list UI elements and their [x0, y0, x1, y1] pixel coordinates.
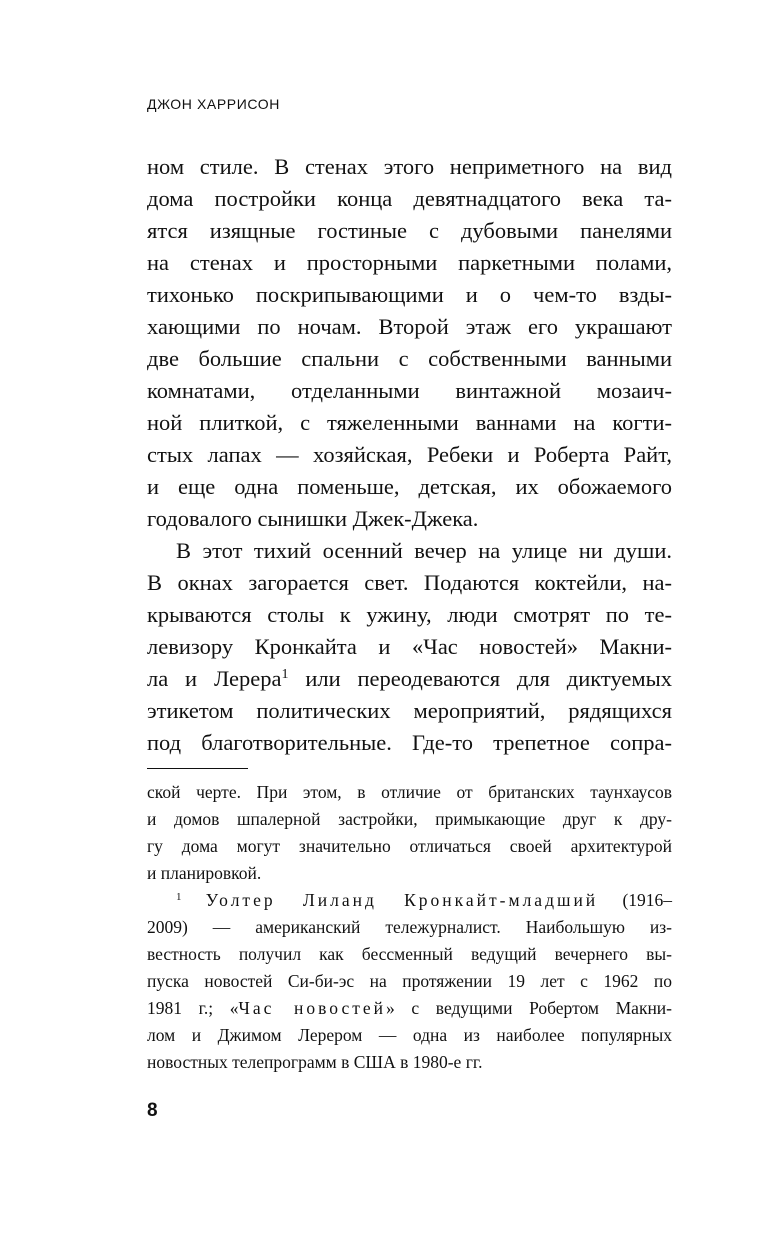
body-line: годовалого сынишки Джек-Джека.: [147, 506, 479, 531]
body-line: [147, 663, 672, 695]
body-line: дома постройки конца девятнадцатого века та-: [147, 186, 672, 211]
footnote-line: гу дома могут значительно отличаться своей архитектурой: [147, 836, 672, 856]
body-line: стых лапах — хозяйская, Ребеки и Роберта Райт,: [147, 442, 672, 467]
footnote-marker: 1: [176, 891, 182, 903]
footnote-line: новостных телепрограмм в США в 1980-е гг.: [147, 1052, 483, 1072]
body-line: этикетом политических мероприятий, рядящихся: [147, 698, 672, 723]
body-line: тихонько поскрипывающими и о чем-то взды-: [147, 282, 672, 307]
footnote-line: лом и Джимом Лерером — одна из наиболее популярных: [147, 1025, 672, 1045]
footnote-reference: 1: [281, 667, 289, 682]
body-line: ном стиле. В стенах этого неприметного на вид: [147, 154, 672, 179]
body-line: и еще одна поменьше, детская, их обожаемого: [147, 474, 672, 499]
body-line: на стенах и просторными паркетными полами,: [147, 250, 672, 275]
body-line: ятся изящные гостиные с дубовыми панелями: [147, 218, 672, 243]
running-head: ДЖОН ХАРРИСОН: [147, 96, 281, 112]
body-line: В окнах загорается свет. Подаются коктейли, на-: [147, 570, 672, 595]
footnote-line: и домов шпалерной застройки, примыкающие друг к дру-: [147, 809, 672, 829]
footnote-rule: [147, 768, 248, 769]
body-line: В этот тихий осенний вечер на улице ни души.: [176, 538, 672, 563]
footnote-line: вестность получил как бессменный ведущий вечернего вы-: [147, 944, 672, 964]
body-text: или переодеваются для диктуемых: [288, 666, 672, 691]
footnote-line: ской черте. При этом, в отличие от британских таунхаусов: [147, 782, 672, 802]
footnote-text: 1981 г.; «: [147, 998, 239, 1018]
body-line: комнатами, отделанными винтажной мозаич-: [147, 378, 672, 403]
footnote-line: [147, 995, 672, 1022]
body-line: хающими по ночам. Второй этаж его украшают: [147, 314, 672, 339]
footnote-line: пуска новостей Си-би-эс на протяжении 19 лет с 1962 по: [147, 971, 672, 991]
body-line: левизору Кронкайта и «Час новостей» Макни-: [147, 634, 672, 659]
body-line: ной плиткой, с тяжеленными ваннами на когти-: [147, 410, 672, 435]
footnote-line: 2009) — американский тележурналист. Наибольшую из-: [147, 917, 672, 937]
footnote-text: » с ведущими Робертом Макни-: [386, 998, 673, 1018]
body-line: крываются столы к ужину, люди смотрят по те-: [147, 602, 672, 627]
body-line: две большие спальни с собственными ванными: [147, 346, 672, 371]
footnote-line: и планировкой.: [147, 863, 262, 883]
footnote-text: (1916–: [598, 890, 673, 910]
page-number: 8: [147, 1100, 158, 1121]
footnote-name: Уолтер Лиланд Кронкайт-младший: [205, 890, 599, 910]
footnote-show-title: Час новостей: [238, 998, 387, 1018]
footnote-line: [147, 887, 672, 914]
body-line: под благотворительные. Где-то трепетное сопра-: [147, 730, 672, 755]
body-text: ла и Лерера: [147, 666, 282, 691]
